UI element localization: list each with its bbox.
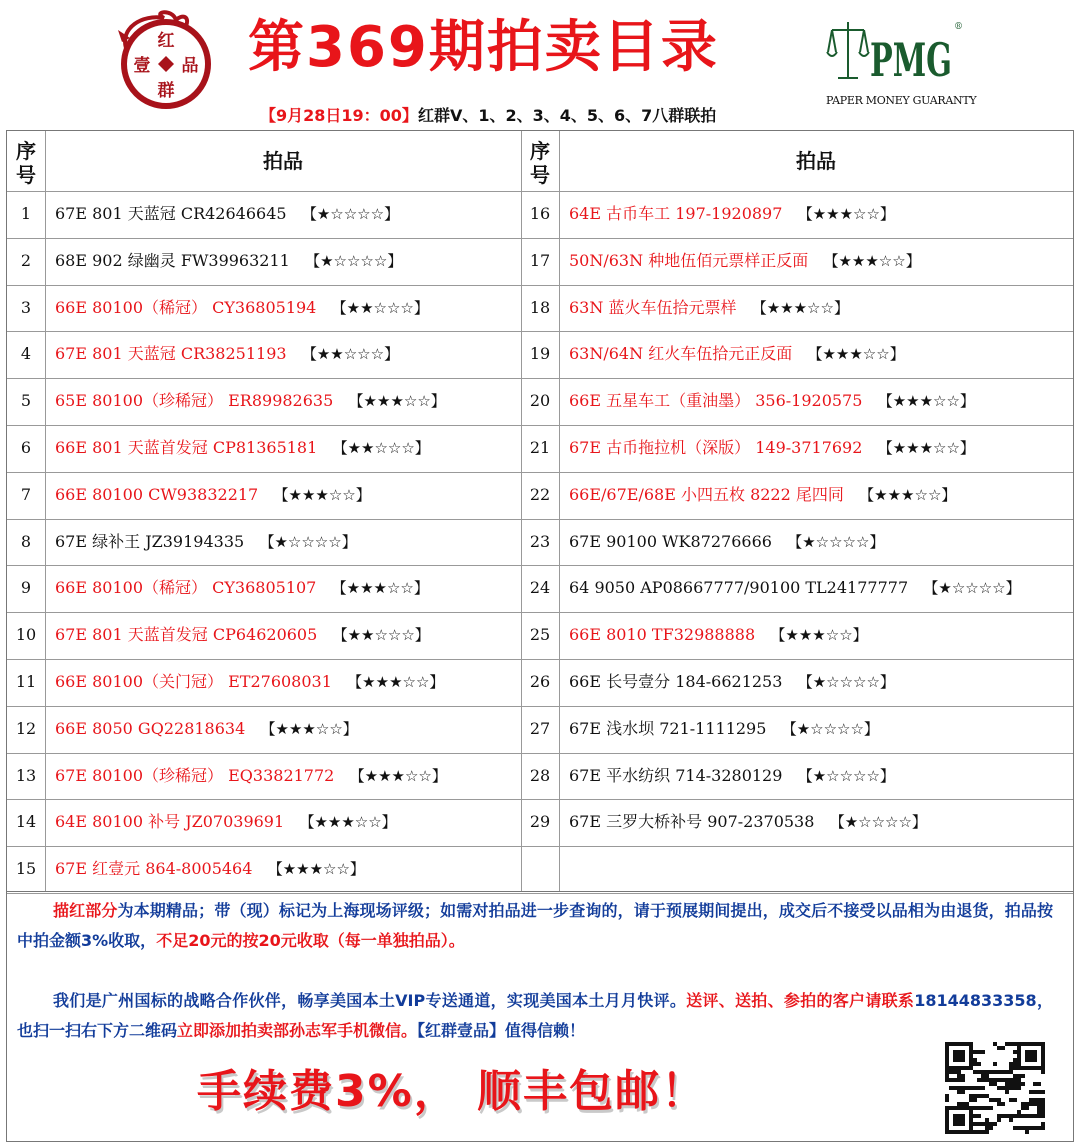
star-rating: 【★★☆☆☆】 (332, 626, 430, 645)
lot-number: 4 (20, 344, 32, 364)
star-rating: 【★☆☆☆☆】 (259, 532, 357, 551)
lot-description (569, 519, 884, 566)
star-rating: 【★★★☆☆】 (347, 673, 445, 691)
lot-description (569, 612, 868, 659)
lot-title: 66E 801 天蓝首发冠 CP81365181 (55, 438, 318, 457)
terms-note (17, 896, 1053, 956)
dragon-logo-icon (112, 8, 216, 112)
lot-description (55, 238, 402, 285)
lot-description (55, 753, 447, 800)
lot-description (569, 753, 895, 800)
lot-description (569, 285, 849, 332)
qr-instruction: 也扫一扫右下方二维码 (17, 1021, 178, 1040)
lot-number: 15 (15, 859, 37, 879)
terms-text: 为本期精品；带（现）标记为上海现场评级；如需对拍品进一步查询的，请于预展期间提出，成交后不接受以品相为由退货，拍品按中拍金额 (17, 901, 1053, 950)
lot-number: 24 (529, 578, 551, 598)
lot-description (55, 519, 357, 566)
star-rating: 【★★★☆☆】 (859, 485, 957, 504)
page-header (0, 0, 1080, 132)
star-rating: 【★☆☆☆☆】 (797, 673, 895, 691)
lot-number: 13 (15, 765, 37, 785)
lot-title: 66E 8050 GQ22818634 (55, 718, 246, 738)
lot-number: 16 (529, 204, 551, 223)
lot-number: 19 (529, 344, 551, 364)
star-rating: 【★★★☆☆】 (260, 719, 358, 738)
hongqun-yipin-logo (112, 8, 216, 112)
partner-text: 我们是广州国标的战略合作伙伴，畅享美国本土VIP专送通道，实现美国本土月月快评。 (53, 991, 687, 1010)
lot-number: 2 (20, 250, 32, 270)
lot-number: 10 (15, 625, 37, 645)
scales-of-justice-icon (826, 14, 966, 87)
header-item-right: 拍品 (796, 149, 836, 173)
contact-prompt: 送评、送拍、参拍的客户请联系 (686, 991, 915, 1010)
svg-text:PMG: PMG (870, 33, 952, 87)
lot-number: 27 (529, 718, 551, 738)
star-rating: 【★★★☆☆】 (770, 626, 868, 645)
lot-title: 67E 三罗大桥补号 907-2370538 (569, 812, 815, 832)
lot-title: 67E 浅水坝 721-1111295 (569, 718, 767, 738)
svg-text:红: 红 (157, 31, 175, 51)
lot-number: 1 (20, 204, 32, 223)
star-rating: 【★★☆☆☆】 (331, 298, 429, 317)
lot-description (55, 799, 397, 846)
lot-number: 7 (20, 484, 32, 504)
lot-description (569, 659, 895, 706)
lot-title: 67E 801 天蓝冠 CR38251193 (55, 344, 287, 364)
lot-number: 14 (15, 812, 37, 832)
star-rating: 【★★★☆☆】 (349, 766, 447, 785)
star-rating: 【★★★☆☆】 (348, 392, 446, 411)
star-rating: 【★☆☆☆☆】 (829, 813, 927, 832)
lot-description (55, 285, 429, 332)
lot-number: 3 (20, 297, 32, 317)
lot-title: 63N 蓝火车伍拾元票样 (569, 297, 737, 317)
lot-description (569, 565, 1021, 612)
lot-description (569, 799, 927, 846)
lot-description (55, 378, 446, 425)
lot-title: 64E 80100 补号 JZ07039691 (55, 812, 285, 832)
column-divider (45, 131, 46, 891)
lot-description (55, 565, 429, 612)
lot-title: 66E 80100（稀冠） CY36805107 (55, 578, 317, 598)
lot-title: 66E 80100 CW93832217 (55, 484, 259, 504)
header-seq-left: 序号 (16, 139, 36, 187)
lot-title: 65E 80100（珍稀冠） ER89982635 (55, 391, 334, 411)
lot-number: 20 (529, 391, 551, 411)
lot-number: 22 (529, 484, 551, 504)
column-divider (559, 131, 560, 891)
lot-number: 8 (20, 531, 32, 551)
svg-text:品: 品 (181, 56, 199, 76)
star-rating: 【★☆☆☆☆】 (305, 251, 403, 270)
auction-catalog-table (6, 130, 1074, 892)
lot-number: 5 (20, 391, 32, 411)
lot-number: 25 (529, 625, 551, 645)
star-rating: 【★★☆☆☆】 (332, 439, 430, 457)
star-rating: 【★★★☆☆】 (751, 298, 849, 317)
lot-number: 18 (529, 297, 551, 317)
lot-number: 21 (529, 438, 551, 457)
lot-title: 66E 80100（稀冠） CY36805194 (55, 297, 317, 317)
lot-title: 67E 平水纺织 714-3280129 (569, 765, 783, 785)
svg-text:群: 群 (157, 81, 175, 101)
lot-title: 64E 古币车工 197-1920897 (569, 204, 783, 223)
lot-title: 68E 902 绿幽灵 FW39963211 (55, 250, 290, 270)
lot-title: 67E 90100 WK87276666 (569, 531, 772, 551)
lot-title: 67E 古币拖拉机（深版） 149-3717692 (569, 438, 863, 457)
star-rating: 【★★★☆☆】 (877, 392, 975, 411)
lot-title: 67E 绿补王 JZ39194335 (55, 531, 245, 551)
lot-description (569, 331, 905, 378)
partner-note (17, 986, 1053, 1046)
lot-title: 66E/67E/68E 小四五枚 8222 尾四同 (569, 484, 844, 504)
lot-number: 12 (15, 718, 37, 738)
lot-description (55, 612, 430, 659)
qr-code-icon[interactable] (945, 1042, 1045, 1134)
lot-description (55, 472, 371, 519)
lot-description (569, 191, 895, 238)
star-rating: 【★☆☆☆☆】 (781, 719, 879, 738)
lot-description (55, 659, 444, 706)
lot-description (569, 706, 879, 753)
lot-number: 17 (529, 250, 551, 270)
star-rating: 【★★★☆☆】 (877, 439, 975, 457)
page-title: 第369期拍卖目录 (248, 15, 719, 80)
pmg-subtitle: PAPER MONEY GUARANTY (826, 94, 977, 107)
lot-title: 67E 801 天蓝首发冠 CP64620605 (55, 625, 318, 645)
star-rating: 【★★★☆☆】 (267, 860, 365, 879)
star-rating: 【★★★☆☆】 (797, 205, 895, 223)
catalog-notes (6, 892, 1074, 1142)
pmg-logo (826, 14, 977, 114)
lot-description (55, 331, 399, 378)
lot-number: 26 (529, 672, 551, 691)
lot-description (569, 378, 975, 425)
auction-groups: 红群V、1、2、3、4、5、6、7八群联拍 (417, 106, 717, 125)
auction-date: 【9月28日19：00】 (260, 106, 418, 125)
star-rating: 【★★★☆☆】 (331, 579, 429, 598)
lot-title: 66E 80100（关门冠） ET27608031 (55, 672, 332, 691)
auction-subtitle (260, 104, 800, 128)
star-rating: 【★☆☆☆☆】 (301, 205, 400, 223)
wechat-qr-code[interactable] (945, 1042, 1045, 1134)
commission-rate: 3%收取， (81, 931, 157, 950)
wechat-instruction: 立即添加拍卖部孙志军手机微信。 (177, 1021, 418, 1040)
lot-number: 6 (20, 438, 32, 457)
lot-description (55, 846, 365, 893)
lot-number: 23 (529, 531, 551, 551)
lot-description (569, 238, 921, 285)
lot-description (55, 706, 358, 753)
star-rating: 【★☆☆☆☆】 (787, 532, 885, 551)
lot-number: 9 (20, 578, 32, 598)
lot-title: 66E 五星车工（重油墨） 356-1920575 (569, 391, 863, 411)
lot-number: 11 (15, 672, 37, 691)
lot-description (569, 425, 975, 472)
lot-title: 67E 红壹元 864-8005464 (55, 859, 253, 879)
lot-title: 67E 801 天蓝冠 CR42646645 (55, 204, 287, 223)
star-rating: 【★★★☆☆】 (299, 813, 397, 832)
trust-slogan: 【红群壹品】值得信赖！ (417, 1021, 586, 1040)
registered-mark: ® (954, 22, 963, 32)
svg-text:壹: 壹 (133, 56, 151, 76)
lot-description (569, 472, 956, 519)
lot-description (55, 425, 430, 472)
lot-title: 63N/64N 红火车伍拾元正反面 (569, 344, 793, 364)
lot-title: 66E 长号壹分 184-6621253 (569, 672, 783, 691)
minimum-fee-note: 不足20元的按20元收取（每一单独拍品）。 (156, 931, 465, 950)
star-rating: 【★☆☆☆☆】 (797, 766, 895, 785)
star-rating: 【★★☆☆☆】 (301, 345, 400, 364)
lot-title: 67E 80100（珍稀冠） EQ33821772 (55, 765, 335, 785)
lot-title: 64 9050 AP08667777/90100 TL24177777 (569, 578, 909, 598)
lot-description (55, 191, 399, 238)
contact-phone: 18144833358， (914, 991, 1053, 1010)
star-rating: 【★☆☆☆☆】 (923, 579, 1021, 598)
star-rating: 【★★★☆☆】 (823, 251, 921, 270)
highlight-legend: 描红部分 (53, 901, 118, 920)
star-rating: 【★★★☆☆】 (807, 345, 905, 364)
header-seq-right: 序号 (530, 139, 550, 187)
star-rating: 【★★★☆☆】 (273, 485, 371, 504)
lot-title: 66E 8010 TF32988888 (569, 625, 756, 645)
header-item-left: 拍品 (263, 149, 303, 173)
lot-title: 50N/63N 种地伍佰元票样正反面 (569, 250, 809, 270)
fee-banner: 手续费3%， 顺丰包邮！ (197, 1066, 708, 1117)
lot-number: 28 (529, 765, 551, 785)
lot-number: 29 (529, 812, 551, 832)
